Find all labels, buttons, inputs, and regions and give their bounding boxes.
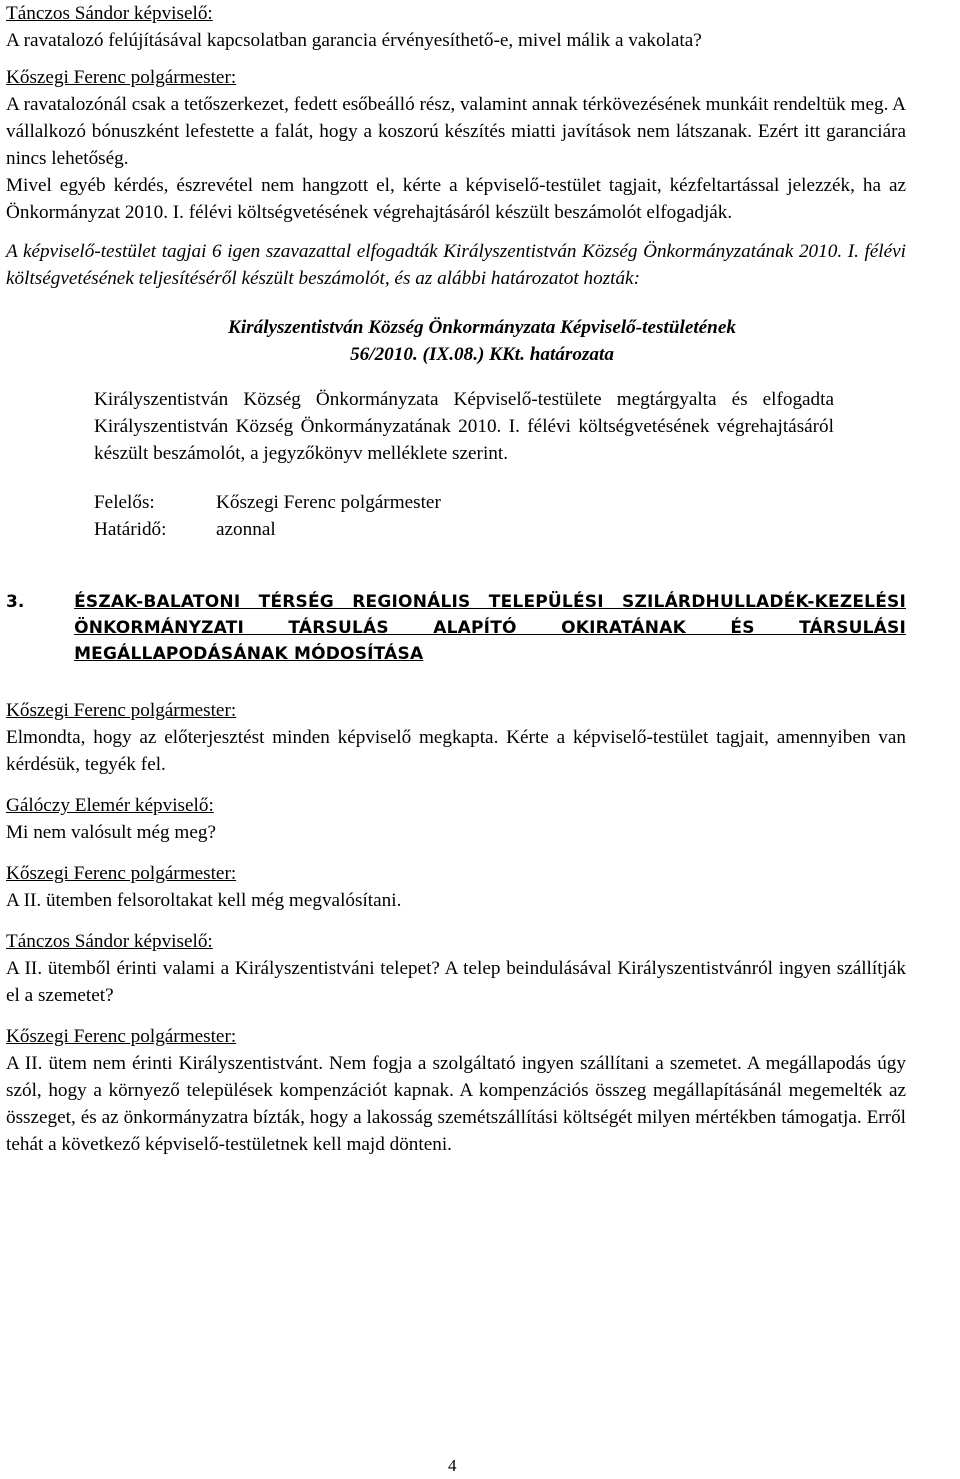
- section-number: 3.: [6, 592, 25, 612]
- paragraph: Mi nem valósult még meg?: [6, 822, 216, 843]
- speaker-label: Tánczos Sándor képviselő:: [6, 3, 213, 24]
- deadline-label: Határidő:: [94, 519, 167, 540]
- paragraph: Mivel egyéb kérdés, észrevétel nem hangzott el, kérte a képviselő-testület tagjait, kézfeltartással jelezzék, ha az Önkormányzat 2010. I. félévi költségvetésének végrehajtásáról készült beszámolót elfogadják.: [6, 175, 906, 223]
- paragraph: A ravatalozónál csak a tetőszerkezet, fedett esőbeálló rész, valamint annak térkövezésének munkáit rendeltük meg. A vállalkozó bónuszként lefestette a falát, hogy a koszorú készítés miatti javítások nem látszanak. Ezért itt garanciára nincs lehetőség.: [6, 94, 906, 169]
- exchange-1: [6, 0, 906, 54]
- dialogue-entry: [6, 792, 906, 846]
- resolution-title-line-1: Királyszentistván Község Önkormányzata Képviselő-testületének: [228, 317, 736, 338]
- deadline-value: azonnal: [216, 519, 276, 540]
- section-title: ÉSZAK-BALATONI TÉRSÉG REGIONÁLIS TELEPÜLÉSI SZILÁRDHULLADÉK-KEZELÉSI ÖNKORMÁNYZATI TÁRSULÁS ALAPÍTÓ OKIRATÁNAK ÉS TÁRSULÁSI MEGÁLLAPODÁSÁNAK MÓDOSÍTÁSA: [74, 592, 906, 664]
- dialogue-entry: [6, 1023, 906, 1158]
- speaker-label: Kőszegi Ferenc polgármester:: [6, 67, 237, 88]
- document-page: [6, 0, 906, 1158]
- speaker-label: Kőszegi Ferenc polgármester:: [6, 863, 237, 884]
- speaker-label: Tánczos Sándor képviselő:: [6, 931, 213, 952]
- exchange-2: [6, 64, 906, 226]
- dialogue: [6, 697, 906, 1158]
- paragraph: Elmondta, hogy az előterjesztést minden képviselő megkapta. Kérte a képviselő-testület tagjait, amennyiben van kérdésük, tegyék fel.: [6, 727, 906, 775]
- responsible-row: [94, 489, 906, 516]
- dialogue-entry: [6, 928, 906, 1009]
- deadline-row: [94, 516, 906, 543]
- resolution-title-line-2: 56/2010. (IX.08.) KKt. határozata: [350, 344, 614, 365]
- dialogue-entry: [6, 697, 906, 778]
- page-number: 4: [448, 1456, 457, 1475]
- paragraph: A II. ütemből érinti valami a Királyszentistváni telepet? A telep beindulásával Királyszentistvánról ingyen szállítják el a szemetet?: [6, 958, 906, 1006]
- resolution-title: [6, 314, 906, 368]
- section-heading: [6, 589, 906, 667]
- paragraph: A II. ütemben felsoroltakat kell még megvalósítani.: [6, 890, 402, 911]
- dialogue-entry: [6, 860, 906, 914]
- speaker-label: Kőszegi Ferenc polgármester:: [6, 1026, 237, 1047]
- responsible-label: Felelős:: [94, 492, 155, 513]
- paragraph: A ravatalozó felújításával kapcsolatban garancia érvényesíthető-e, mivel málik a vakolata?: [6, 30, 702, 51]
- speaker-label: Kőszegi Ferenc polgármester:: [6, 700, 237, 721]
- speaker-label: Gálóczy Elemér képviselő:: [6, 795, 214, 816]
- responsibility-block: [94, 489, 906, 543]
- resolution-body: Királyszentistván Község Önkormányzata Képviselő-testülete megtárgyalta és elfogadta Királyszentistván Község Önkormányzatának 2010. I. félévi költségvetésének végrehajtásáról készült beszámolót, a jegyzőkönyv melléklete szerint.: [94, 389, 834, 464]
- responsible-value: Kőszegi Ferenc polgármester: [216, 492, 441, 513]
- paragraph: A II. ütem nem érinti Királyszentistvánt. Nem fogja a szolgáltató ingyen szállítani a szemetet. A megállapodás úgy szól, hogy a környező települések kompenzációt kapnak. A kompenzációs összeg megállapításánál megemelték az összeget, és az önkormányzatra bízták, hogy a lakosság szemétszállítási költségét milyen mértékben támogatja. Erről tehát a következő képviselő-testületnek kell majd dönteni.: [6, 1053, 906, 1155]
- vote-result: A képviselő-testület tagjai 6 igen szavazattal elfogadták Királyszentistván Község Önkormányzatának 2010. I. félévi költségvetésének teljesítéséről készült beszámolót, és az alábbi határozatot hozták:: [6, 241, 906, 289]
